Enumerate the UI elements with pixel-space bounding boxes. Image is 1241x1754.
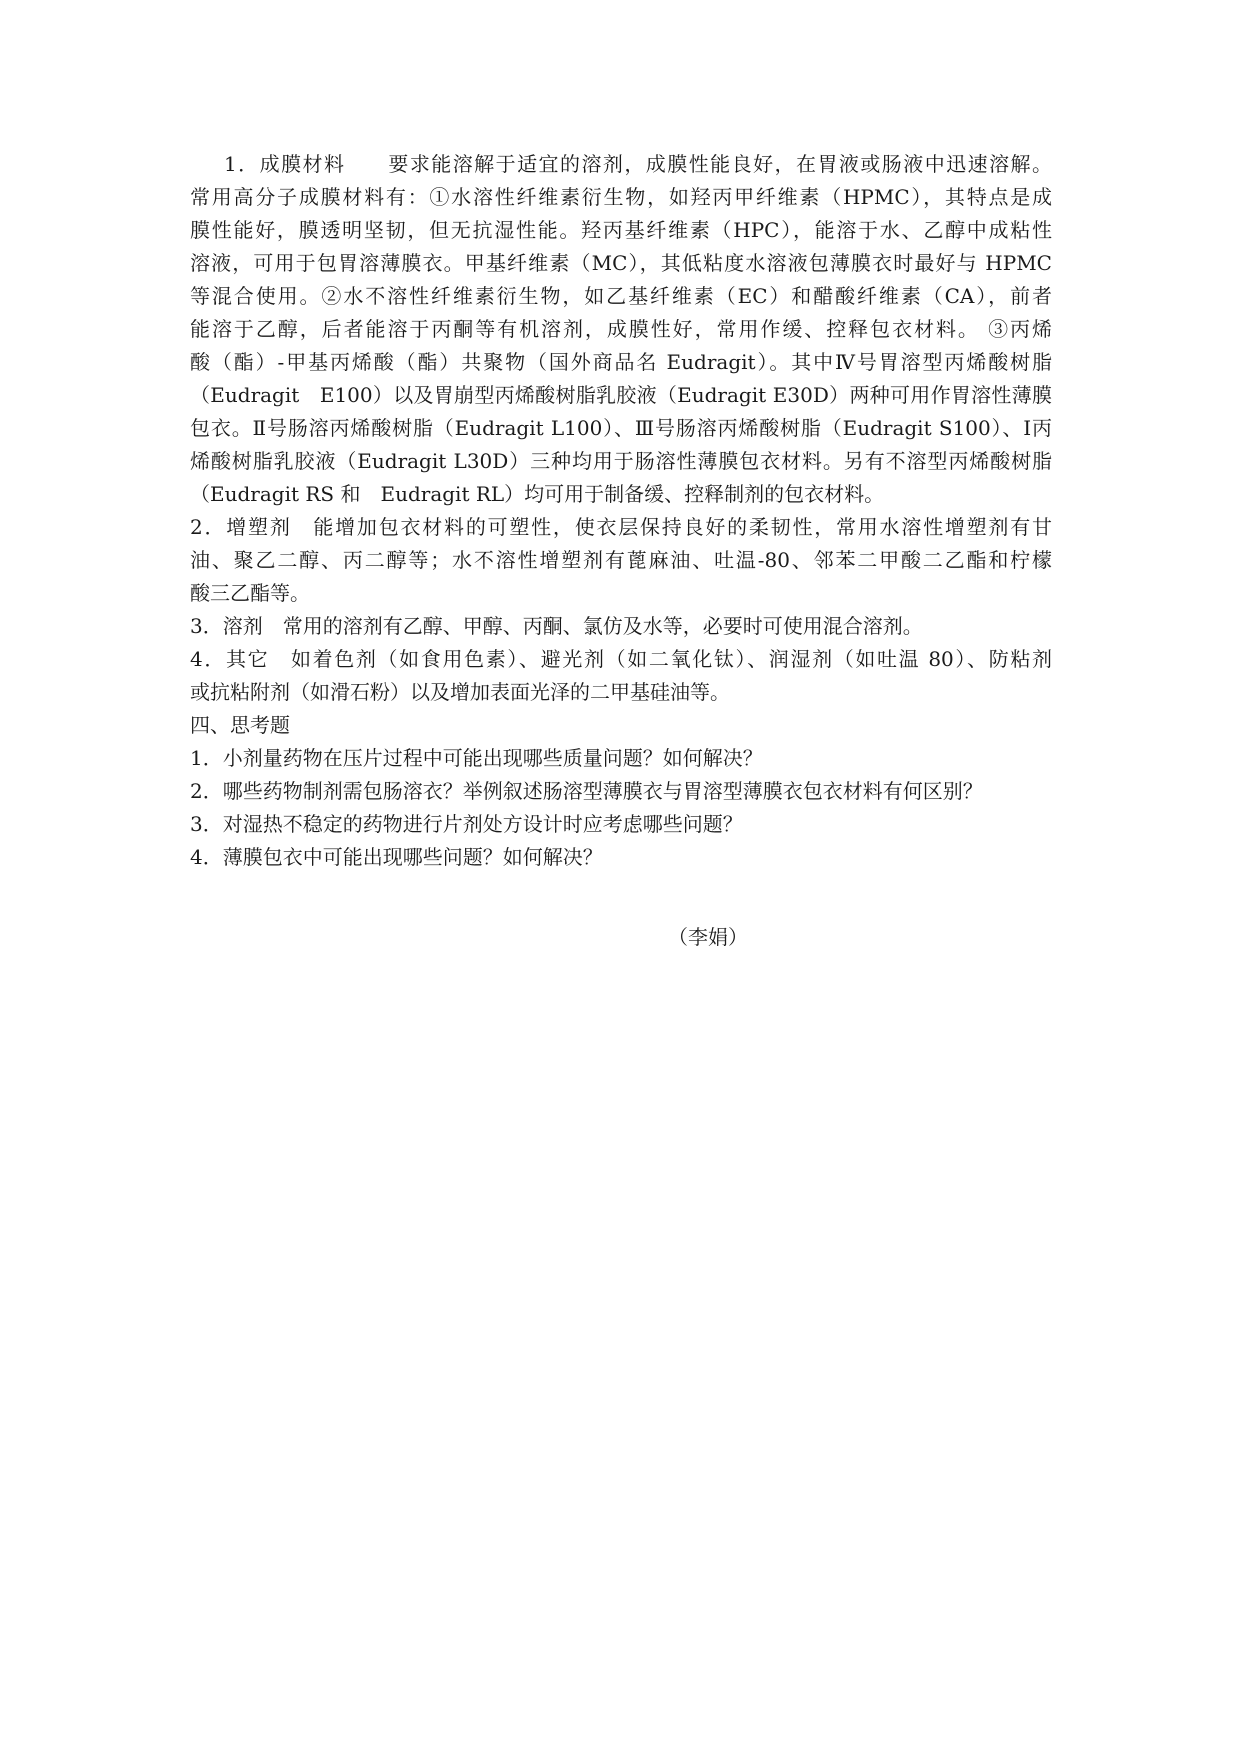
text-line: 3．溶剂 常用的溶剂有乙醇、甲醇、丙酮、氯仿及水等，必要时可使用混合溶剂。 (190, 614, 923, 638)
text-line: 1．成膜材料 要求能溶解于适宜的溶剂，成膜性能良好，在胃液或肠液中迅速溶解。 (224, 152, 1052, 176)
text-line: 等混合使用。②水不溶性纤维素衍生物，如乙基纤维素（EC）和醋酸纤维素（CA），前者 (190, 284, 1052, 308)
text-line: 膜性能好，膜透明坚韧，但无抗湿性能。羟丙基纤维素（HPC），能溶于水、乙醇中成粘性 (190, 218, 1052, 242)
author-signature: （李娟） (668, 925, 748, 949)
questions-section (190, 709, 1052, 874)
question-item: 1．小剂量药物在压片过程中可能出现哪些质量问题？如何解决？ (190, 746, 763, 770)
question-item: 2．哪些药物制剂需包肠溶衣？举例叙述肠溶型薄膜衣与胃溶型薄膜衣包衣材料有何区别？ (190, 779, 983, 803)
text-line: 烯酸树脂乳胶液（Eudragit L30D）三种均用于肠溶性薄膜包衣材料。另有不溶型丙烯酸树脂 (190, 449, 1052, 473)
document-body (190, 148, 1052, 874)
text-line: （Eudragit E100）以及胃崩型丙烯酸树脂乳胶液（Eudragit E30D）两种可用作胃溶性薄膜 (190, 383, 1052, 407)
text-line: 2．增塑剂 能增加包衣材料的可塑性，使衣层保持良好的柔韧性，常用水溶性增塑剂有甘 (190, 515, 1052, 539)
question-item: 3．对湿热不稳定的药物进行片剂处方设计时应考虑哪些问题？ (190, 812, 743, 836)
paragraph-plasticizer (190, 511, 1052, 610)
question-item: 4．薄膜包衣中可能出现哪些问题？如何解决？ (190, 845, 603, 869)
text-line: 酸（酯）-甲基丙烯酸（酯）共聚物（国外商品名 Eudragit）。其中Ⅳ号胃溶型丙烯酸树脂 (190, 350, 1052, 374)
text-line: 包衣。Ⅱ号肠溶丙烯酸树脂（Eudragit L100）、Ⅲ号肠溶丙烯酸树脂（Eudragit S100）、Ⅰ丙 (190, 416, 1052, 440)
text-line: 常用高分子成膜材料有：①水溶性纤维素衍生物，如羟丙甲纤维素（HPMC），其特点是成 (190, 185, 1052, 209)
paragraph-others (190, 643, 1052, 709)
paragraph-film-material (190, 148, 1052, 511)
text-line: 4．其它 如着色剂（如食用色素）、避光剂（如二氧化钛）、润湿剂（如吐温 80）、防粘剂 (190, 647, 1052, 671)
text-line: 溶液，可用于包胃溶薄膜衣。甲基纤维素（MC），其低粘度水溶液包薄膜衣时最好与 HPMC (190, 251, 1052, 275)
text-line: 能溶于乙醇，后者能溶于丙酮等有机溶剂，成膜性好，常用作缓、控释包衣材料。 ③丙烯 (190, 317, 1052, 341)
text-line: 酸三乙酯等。 (190, 581, 310, 605)
paragraph-solvent (190, 610, 1052, 643)
section-heading: 四、思考题 (190, 713, 290, 737)
text-line: 油、聚乙二醇、丙二醇等；水不溶性增塑剂有蓖麻油、吐温-80、邻苯二甲酸二乙酯和柠檬 (190, 548, 1052, 572)
text-line: （Eudragit RS 和 Eudragit RL）均可用于制备缓、控释制剂的包衣材料。 (190, 482, 885, 506)
text-line: 或抗粘附剂（如滑石粉）以及增加表面光泽的二甲基硅油等。 (190, 680, 730, 704)
